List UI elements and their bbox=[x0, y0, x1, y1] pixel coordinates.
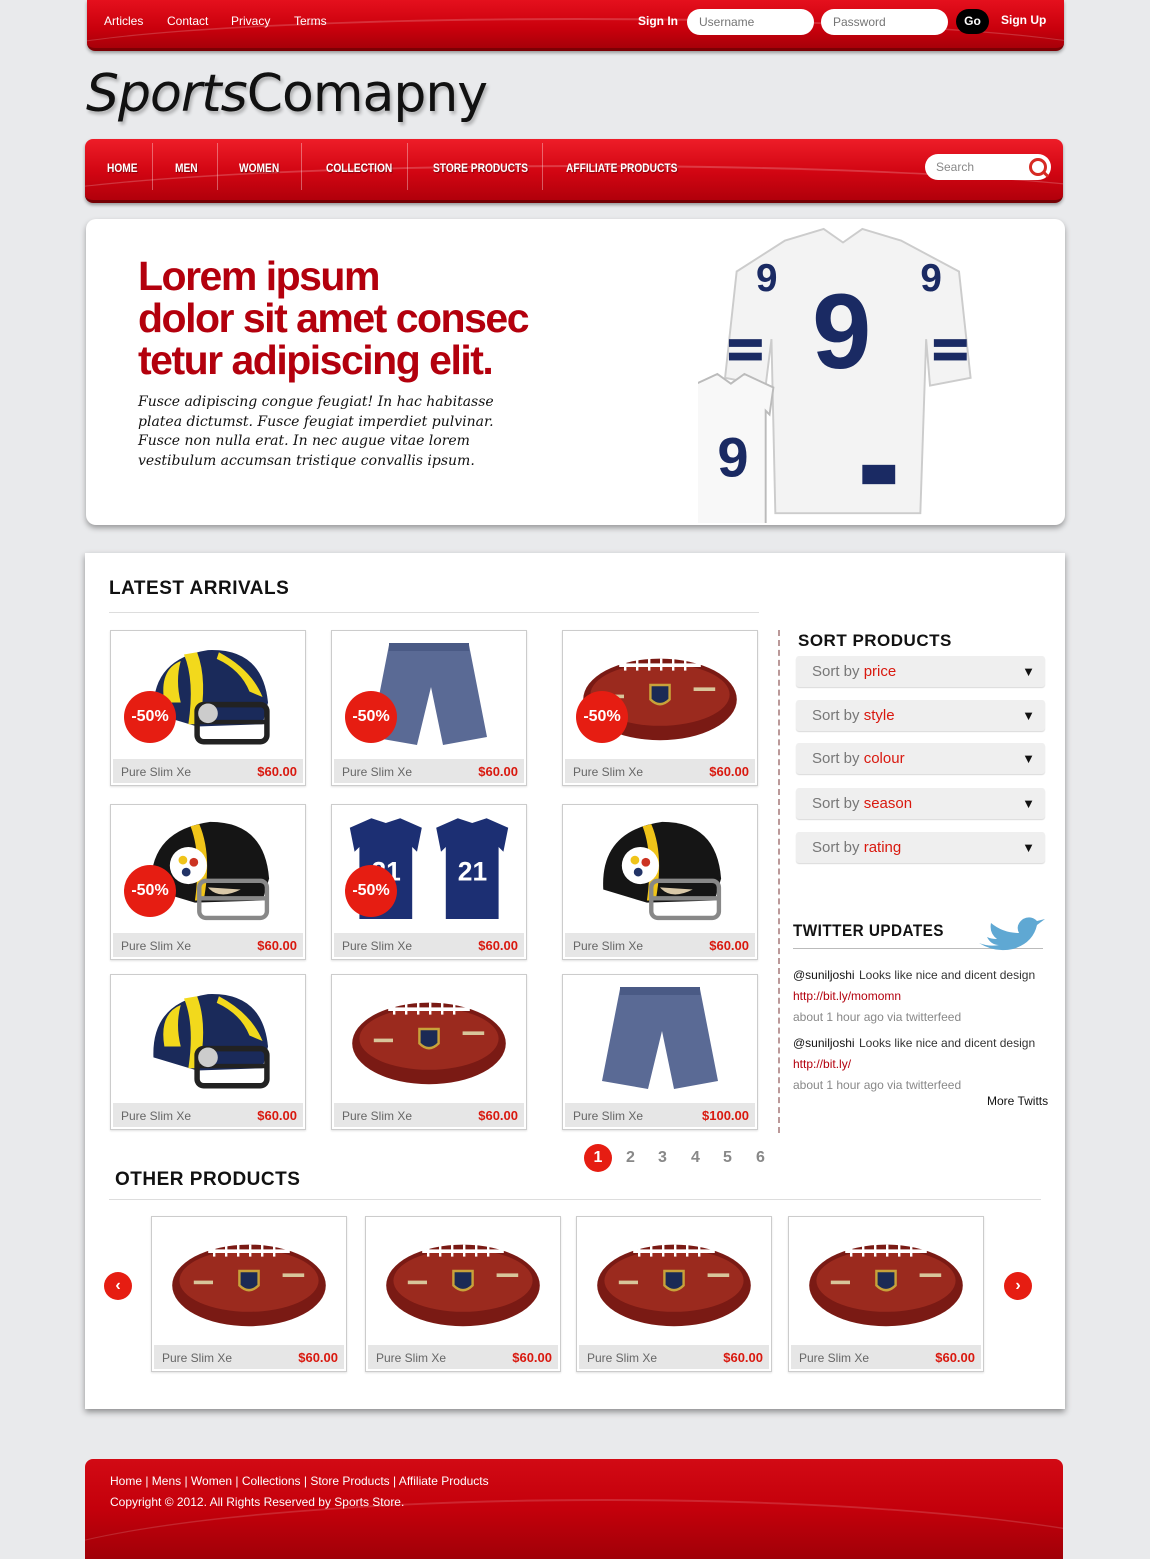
caret-down-icon[interactable]: ▼ bbox=[1022, 840, 1035, 855]
page-2[interactable]: 2 bbox=[626, 1149, 635, 1166]
sort-key: price bbox=[863, 663, 897, 680]
sort-products-title: SORT PRODUCTS bbox=[798, 631, 952, 650]
product-price: $60.00 bbox=[257, 764, 297, 779]
nav-store-products[interactable]: STORE PRODUCTS bbox=[433, 161, 529, 175]
product-card[interactable] bbox=[331, 804, 527, 960]
caret-down-icon[interactable]: ▼ bbox=[1022, 796, 1035, 811]
product-image[interactable] bbox=[563, 811, 757, 931]
discount-badge: -50% bbox=[124, 865, 176, 917]
articles-link[interactable]: Articles bbox=[104, 14, 144, 28]
product-image[interactable] bbox=[332, 981, 526, 1101]
product-card[interactable] bbox=[110, 804, 306, 960]
chevron-left-icon[interactable]: ‹ bbox=[104, 1272, 132, 1300]
page-6[interactable]: 6 bbox=[756, 1149, 765, 1166]
main-panel bbox=[85, 553, 1065, 1409]
product-price: $60.00 bbox=[478, 764, 518, 779]
product-name[interactable]: Pure Slim Xe bbox=[342, 939, 413, 953]
product-card[interactable] bbox=[110, 974, 306, 1130]
sort-key: rating bbox=[863, 839, 902, 856]
password-input[interactable] bbox=[821, 9, 948, 35]
product-price: $60.00 bbox=[257, 938, 297, 953]
product-name[interactable]: Pure Slim Xe bbox=[799, 1351, 870, 1365]
product-image[interactable] bbox=[152, 1223, 346, 1343]
product-card[interactable] bbox=[562, 804, 758, 960]
product-price: $60.00 bbox=[709, 938, 749, 953]
discount-badge: -50% bbox=[345, 691, 397, 743]
product-price: $100.00 bbox=[702, 1108, 749, 1123]
product-price: $60.00 bbox=[709, 764, 749, 779]
product-image[interactable] bbox=[789, 1223, 983, 1343]
tweet-meta: about 1 hour ago via twitterfeed bbox=[793, 1010, 962, 1024]
nav-men[interactable]: MEN bbox=[175, 161, 198, 175]
product-price: $60.00 bbox=[257, 1108, 297, 1123]
product-card[interactable] bbox=[331, 630, 527, 786]
sort-by-price[interactable] bbox=[796, 656, 1045, 687]
hero-title-line-2: dolor sit amet consec bbox=[138, 295, 529, 341]
product-image[interactable] bbox=[366, 1223, 560, 1343]
page-1[interactable]: 1 bbox=[584, 1144, 612, 1172]
nav-women[interactable]: WOMEN bbox=[239, 161, 280, 175]
product-price: $60.00 bbox=[512, 1350, 552, 1365]
hero-text: Fusce adipiscing congue feugiat! In hac habitasse platea dictumst. Fusce feugiat imperdiet pulvinar. Fusce non nulla erat. In nec augue vitae lorem vestibulum accumsan tristique convallis ipsum. bbox=[138, 394, 494, 469]
caret-down-icon[interactable]: ▼ bbox=[1022, 708, 1035, 723]
product-name[interactable]: Pure Slim Xe bbox=[342, 1109, 413, 1123]
sort-prefix: Sort by bbox=[812, 707, 860, 724]
product-name[interactable]: Pure Slim Xe bbox=[342, 765, 413, 779]
product-price: $60.00 bbox=[478, 938, 518, 953]
sort-key: season bbox=[863, 795, 913, 812]
chevron-right-icon[interactable]: › bbox=[1004, 1272, 1032, 1300]
discount-badge: -50% bbox=[345, 865, 397, 917]
tweet-text: Looks like nice and dicent design bbox=[859, 968, 1036, 982]
sort-prefix: Sort by bbox=[812, 839, 860, 856]
logo-part-1: Sports bbox=[86, 64, 247, 124]
tweet-1 bbox=[793, 966, 1053, 1026]
footer-links[interactable]: Home | Mens | Women | Collections | Store Products | Affiliate Products bbox=[110, 1474, 489, 1488]
nav-collection[interactable]: COLLECTION bbox=[326, 161, 393, 175]
other-product-card[interactable] bbox=[365, 1216, 561, 1372]
go-button[interactable]: Go bbox=[956, 9, 989, 34]
product-card[interactable] bbox=[110, 630, 306, 786]
other-product-card[interactable] bbox=[788, 1216, 984, 1372]
sort-key: style bbox=[863, 707, 895, 724]
twitter-updates-title: TWITTER UPDATES bbox=[793, 921, 944, 940]
tweet-meta: about 1 hour ago via twitterfeed bbox=[793, 1078, 962, 1092]
other-product-card[interactable] bbox=[151, 1216, 347, 1372]
sign-in-label: Sign In bbox=[638, 14, 678, 28]
tweet-text: Looks like nice and dicent design bbox=[859, 1036, 1036, 1050]
product-card[interactable] bbox=[562, 630, 758, 786]
tweet-link[interactable]: http://bit.ly/momomn bbox=[793, 989, 902, 1003]
footer bbox=[85, 1459, 1063, 1559]
sort-prefix: Sort by bbox=[812, 663, 860, 680]
product-name[interactable]: Pure Slim Xe bbox=[573, 765, 644, 779]
tweet-2 bbox=[793, 1034, 1053, 1094]
product-name[interactable]: Pure Slim Xe bbox=[573, 1109, 644, 1123]
username-input[interactable] bbox=[687, 9, 814, 35]
product-price: $60.00 bbox=[478, 1108, 518, 1123]
product-name[interactable]: Pure Slim Xe bbox=[162, 1351, 233, 1365]
discount-badge: -50% bbox=[124, 691, 176, 743]
copyright: Copyright © 2012. All Rights Reserved by Sports Store. bbox=[110, 1495, 405, 1509]
sidebar-divider bbox=[778, 630, 780, 1133]
sort-prefix: Sort by bbox=[812, 750, 860, 767]
sort-key: colour bbox=[863, 750, 905, 767]
sort-by-rating[interactable] bbox=[796, 832, 1045, 863]
more-twitts-link[interactable]: More Twitts bbox=[987, 1094, 1049, 1108]
twitter-bird-icon bbox=[975, 913, 1047, 955]
product-image[interactable] bbox=[111, 981, 305, 1101]
nav-affiliate-products[interactable]: AFFILIATE PRODUCTS bbox=[566, 161, 678, 175]
caret-down-icon[interactable]: ▼ bbox=[1022, 751, 1035, 766]
terms-link[interactable]: Terms bbox=[294, 14, 327, 28]
tweet-link[interactable]: http://bit.ly/ bbox=[793, 1057, 852, 1071]
product-name[interactable]: Pure Slim Xe bbox=[121, 939, 192, 953]
sort-prefix: Sort by bbox=[812, 795, 860, 812]
product-name[interactable]: Pure Slim Xe bbox=[573, 939, 644, 953]
product-image[interactable] bbox=[563, 981, 757, 1101]
product-name[interactable]: Pure Slim Xe bbox=[587, 1351, 658, 1365]
sort-by-style[interactable] bbox=[796, 700, 1045, 731]
page-4[interactable]: 4 bbox=[691, 1149, 700, 1166]
contact-link[interactable]: Contact bbox=[167, 14, 209, 28]
product-price: $60.00 bbox=[298, 1350, 338, 1365]
sort-by-season[interactable] bbox=[796, 788, 1045, 819]
hero-title-line-3: tetur adipiscing elit. bbox=[138, 337, 493, 383]
product-name[interactable]: Pure Slim Xe bbox=[121, 765, 192, 779]
product-name[interactable]: Pure Slim Xe bbox=[121, 1109, 192, 1123]
product-price: $60.00 bbox=[723, 1350, 763, 1365]
top-bar bbox=[87, 0, 1064, 51]
search-icon[interactable] bbox=[1029, 158, 1047, 176]
hero-title-line-1: Lorem ipsum bbox=[138, 253, 379, 299]
caret-down-icon[interactable]: ▼ bbox=[1022, 664, 1035, 679]
hero-banner bbox=[86, 219, 1065, 525]
logo-part-2: Comapny bbox=[246, 64, 488, 124]
product-name[interactable]: Pure Slim Xe bbox=[376, 1351, 447, 1365]
other-product-card[interactable] bbox=[576, 1216, 772, 1372]
nav-home[interactable]: HOME bbox=[107, 161, 138, 175]
main-nav bbox=[85, 139, 1063, 203]
product-card[interactable] bbox=[562, 974, 758, 1130]
product-image[interactable] bbox=[577, 1223, 771, 1343]
tweet-user[interactable]: @suniljoshi bbox=[793, 968, 855, 982]
page-3[interactable]: 3 bbox=[658, 1149, 667, 1166]
hero-title bbox=[138, 255, 658, 381]
search-input[interactable]: Search bbox=[925, 154, 1051, 180]
privacy-link[interactable]: Privacy bbox=[231, 14, 271, 28]
product-price: $60.00 bbox=[935, 1350, 975, 1365]
jersey-image bbox=[698, 223, 988, 523]
tweet-user[interactable]: @suniljoshi bbox=[793, 1036, 855, 1050]
page-5[interactable]: 5 bbox=[723, 1149, 732, 1166]
sign-up-link[interactable]: Sign Up bbox=[1001, 13, 1047, 27]
latest-arrivals-title: LATEST ARRIVALS bbox=[109, 578, 290, 599]
site-logo[interactable] bbox=[86, 64, 487, 124]
other-products-title: OTHER PRODUCTS bbox=[115, 1169, 301, 1190]
discount-badge: -50% bbox=[576, 691, 628, 743]
sort-by-colour[interactable] bbox=[796, 743, 1045, 774]
product-card[interactable] bbox=[331, 974, 527, 1130]
